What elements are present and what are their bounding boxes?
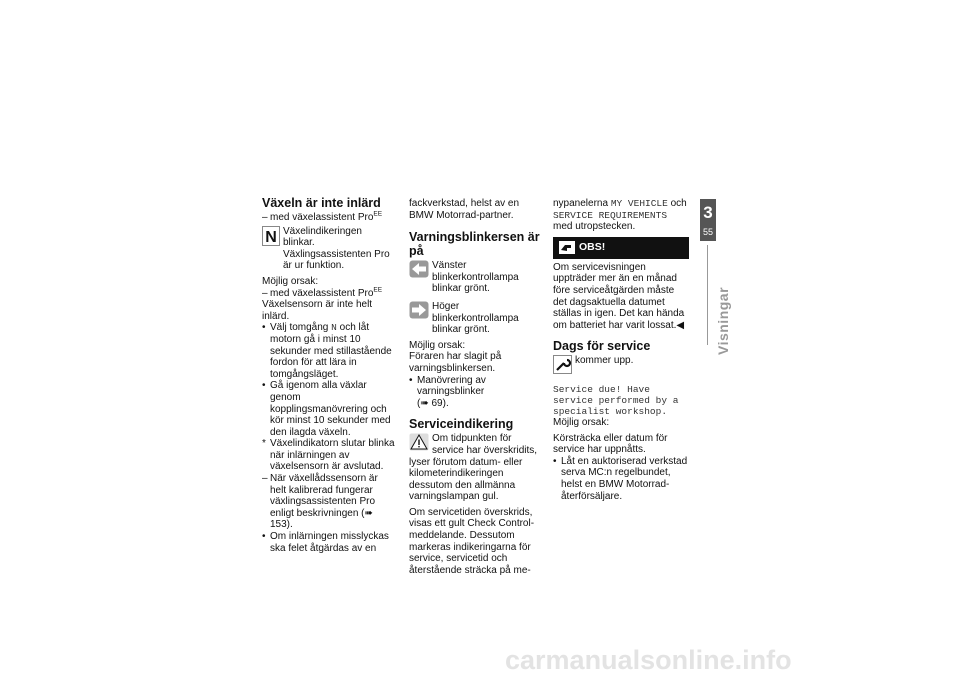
- service-warning-block: [409, 433, 543, 503]
- wrench-icon: [553, 355, 572, 378]
- column-2: [409, 198, 543, 576]
- gear-indicator-text: Växelindikeringen blinkar. Växlingsassistenten Pro är ur funktion.: [283, 225, 390, 272]
- page-ref[interactable]: (➠ 153).: [270, 507, 373, 531]
- wrench-text: kommer upp.: [575, 355, 634, 367]
- side-divider: [707, 245, 708, 345]
- service-warning-text: Om tidpunkten för service har överskridits, lyser förutom datum- eller kilometerindikeringen dessutom den allmänna varningslampan gul.: [409, 433, 538, 503]
- cause-text: Föraren har slagit på varningsblinkersen.: [409, 351, 502, 374]
- gear-indicator-row: [262, 226, 396, 272]
- condition-line: – med växelassistent Pro$^{EE}$: [262, 212, 396, 224]
- condition-line-2: – med växelassistent Pro$^{EE}$: [262, 288, 396, 300]
- possible-cause-label: Möjlig orsak:: [553, 416, 610, 428]
- sensor-text: Växelsensorn är inte helt inlärd.: [262, 299, 373, 322]
- right-arrow-icon: [409, 301, 429, 323]
- heading-hazard-lights: Varningsblinkersen är på: [409, 230, 540, 259]
- column-1: [262, 196, 396, 554]
- right-blinker-text: Höger blinkerkontrollampa blinkar grönt.: [432, 300, 519, 336]
- neutral-n-icon: [262, 226, 280, 250]
- condition-line-3: – När växellådssensorn är helt kalibrerad fungerar växlingsassistenten Pro enligt beskrivningen (➠ 153).: [262, 473, 396, 531]
- wrench-row: [553, 355, 689, 378]
- list-item: • Om inlärningen misslyckas ska felet åtgärdas av en: [262, 531, 396, 554]
- notice-hand-icon: [559, 241, 575, 254]
- possible-cause-label: Möjlig orsak:: [409, 339, 466, 351]
- left-blinker-text: Vänster blinkerkontrollampa blinkar grönt.: [432, 260, 519, 295]
- chapter-label: Visningar: [715, 286, 731, 355]
- chapter-tab: 3: [700, 199, 716, 241]
- service-message: Service due! Have service performed by a specialist workshop.: [553, 383, 679, 417]
- notice-banner: [553, 237, 689, 259]
- continued-text: fackverkstad, helst av en BMW Motorrad-partner.: [409, 198, 520, 221]
- page-ref[interactable]: (➠ 69).: [417, 397, 449, 409]
- left-arrow-icon: [409, 260, 429, 282]
- service-text-2: Om servicetiden överskrids, visas ett gult Check Control-meddelande. Dessutom markeras indikeringarna för service, servicetid och återstående sträcka på me-: [409, 506, 535, 576]
- list-item: • Gå igenom alla växlar genom kopplingsmanövrering och kör minst 10 sekunder med den ilagda växeln.: [262, 380, 396, 438]
- list-item: • Välj tomgång N och låt motorn gå i minst 10 sekunder med stillastående fordon för att lära in tomgångsläget.: [262, 322, 396, 380]
- list-item: • Manövrering av varningsblinker (➠ 69).: [409, 375, 543, 410]
- right-blinker-row: [409, 301, 543, 336]
- notice-label: OBS!: [579, 240, 606, 253]
- cause-text: Körsträcka eller datum för service har uppnåtts.: [553, 432, 668, 456]
- result-note: * Växelindikatorn slutar blinka när inlärningen av växelsensorn är avslutad.: [262, 438, 396, 473]
- heading-gear-not-learned: Växeln är inte inlärd: [262, 196, 381, 210]
- watermark: carmanualsonline.info: [505, 645, 792, 675]
- heading-service-due: Dags för service: [553, 339, 651, 354]
- warning-triangle-icon: [409, 433, 429, 455]
- svg-text:N: N: [265, 228, 277, 246]
- page-number: 55: [702, 227, 713, 237]
- column-3: [553, 198, 689, 502]
- notice-text: Om servicevisningen uppträder mer än en månad före serviceåtgärden måste det dagsaktuella datumet ställas in igen. Det kan hända om batteriet har varit lossat.◀: [553, 261, 685, 331]
- list-item: • Låt en auktoriserad verkstad serva MC:n regelbundet, helst en BMW Motorrad-återförsäljare.: [553, 456, 689, 502]
- heading-service-indicator: Serviceindikering: [409, 417, 514, 432]
- left-blinker-row: [409, 260, 543, 295]
- possible-cause-label: Möjlig orsak:: [262, 275, 319, 287]
- continued-text: nypanelerna MY VEHICLE och SERVICE REQUIREMENTS med utropstecken.: [553, 198, 687, 233]
